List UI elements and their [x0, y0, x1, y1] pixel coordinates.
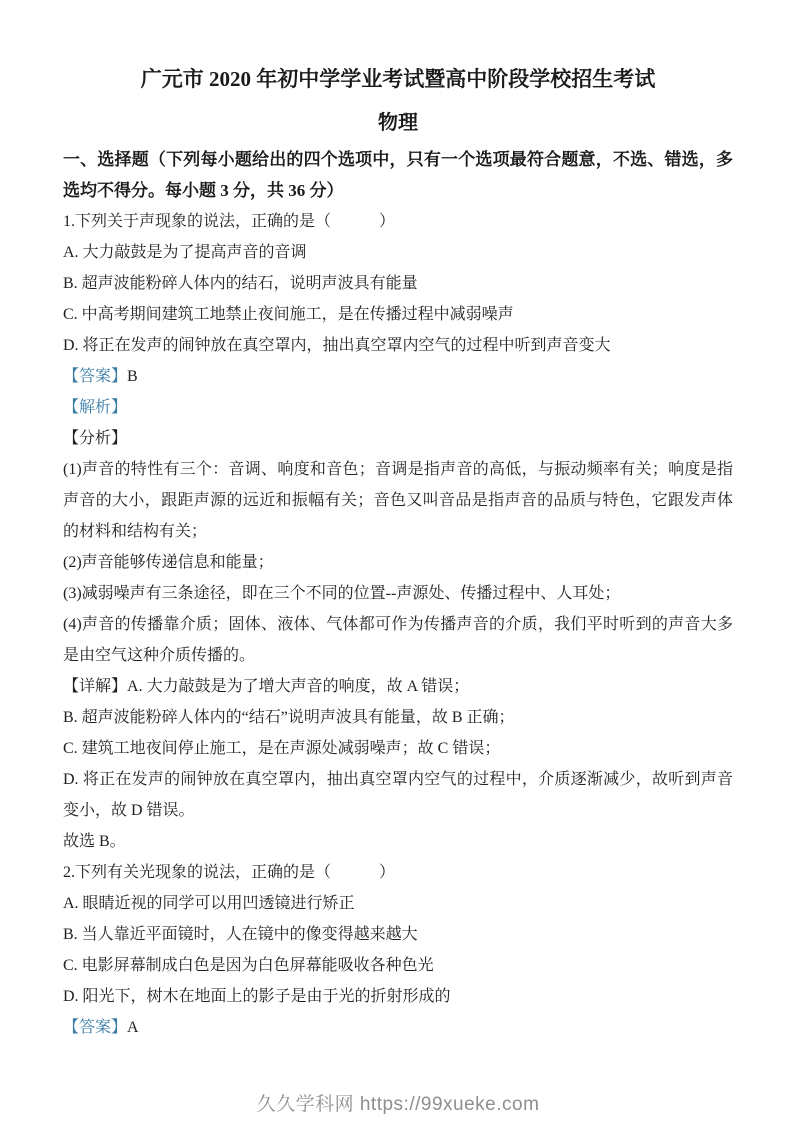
jiexi-label: 【解析】 — [63, 399, 128, 416]
question-2-option-a: A. 眼睛近视的同学可以用凹透镜进行矫正 — [63, 895, 355, 912]
detail-paragraph-d: D. 将正在发声的闹钟放在真空罩内，抽出真空罩内空气的过程中，介质逐渐减少，故听到声音变小，故 D 错误。 — [63, 771, 733, 819]
site-watermark-footer: 久久学科网 https://99xueke.com — [256, 1094, 540, 1115]
question-1-option-d: D. 将正在发声的闹钟放在真空罩内，抽出真空罩内空气的过程中听到声音变大 — [63, 337, 611, 354]
question-2-stem: 2.下列有关光现象的说法，正确的是（ ） — [63, 864, 396, 881]
question-1-answer-value: B — [127, 368, 138, 385]
xiangjie-label: 【详解】 — [63, 678, 128, 695]
fenxi-label: 【分析】 — [63, 430, 128, 447]
analysis-paragraph-4: (4)声音的传播靠介质；固体、液体、气体都可作为传播声音的介质，我们平时听到的声音大多是由空气这种介质传播的。 — [63, 616, 733, 664]
question-1-conclusion: 故选 B。 — [63, 833, 126, 850]
question-1-answer-line — [63, 361, 733, 392]
answer-label: 【答案】 — [63, 1019, 128, 1036]
detail-a-text: A. 大力敲鼓是为了增大声音的响度，故 A 错误； — [127, 678, 470, 695]
analysis-paragraph-3: (3)减弱噪声有三条途径，即在三个不同的位置--声源处、传播过程中、人耳处； — [63, 585, 621, 602]
analysis-paragraph-1: (1)声音的特性有三个：音调、响度和音色；音调是指声音的高低，与振动频率有关；响度是指声音的大小，跟距声源的远近和振幅有关；音色又叫音品是指声音的品质与特色，它跟发声体的材料和结构有关； — [63, 461, 733, 540]
question-2-option-c: C. 电影屏幕制成白色是因为白色屏幕能吸收各种色光 — [63, 957, 434, 974]
exam-title: 广元市 2020 年初中学学业考试暨高中阶段学校招生考试 — [140, 67, 656, 91]
answer-label: 【答案】 — [63, 368, 128, 385]
section-heading: 一、选择题（下列每小题给出的四个选项中，只有一个选项最符合题意，不选、错选，多选均不得分。每小题 3 分，共 36 分） — [63, 150, 733, 200]
question-2-answer-line — [63, 1012, 733, 1043]
question-2-answer-value: A — [127, 1019, 139, 1036]
question-2-option-b: B. 当人靠近平面镜时，人在镜中的像变得越来越大 — [63, 926, 418, 943]
question-2-option-d: D. 阳光下，树木在地面上的影子是由于光的折射形成的 — [63, 988, 451, 1005]
question-1-stem: 1.下列关于声现象的说法，正确的是（ ） — [63, 213, 396, 230]
question-1-option-b: B. 超声波能粉碎人体内的结石，说明声波具有能量 — [63, 275, 418, 292]
question-1-option-a: A. 大力敲鼓是为了提高声音的音调 — [63, 244, 307, 261]
jiexi-label-line — [63, 392, 733, 423]
detail-paragraph-a — [63, 671, 733, 702]
detail-paragraph-b: B. 超声波能粉碎人体内的“结石”说明声波具有能量，故 B 正确； — [63, 709, 515, 726]
detail-paragraph-c: C. 建筑工地夜间停止施工，是在声源处减弱噪声；故 C 错误； — [63, 740, 501, 757]
analysis-paragraph-2: (2)声音能够传递信息和能量； — [63, 554, 274, 571]
exam-subject: 物理 — [378, 112, 418, 134]
fenxi-label-line — [63, 423, 733, 454]
question-1-option-c: C. 中高考期间建筑工地禁止夜间施工，是在传播过程中减弱噪声 — [63, 306, 514, 323]
